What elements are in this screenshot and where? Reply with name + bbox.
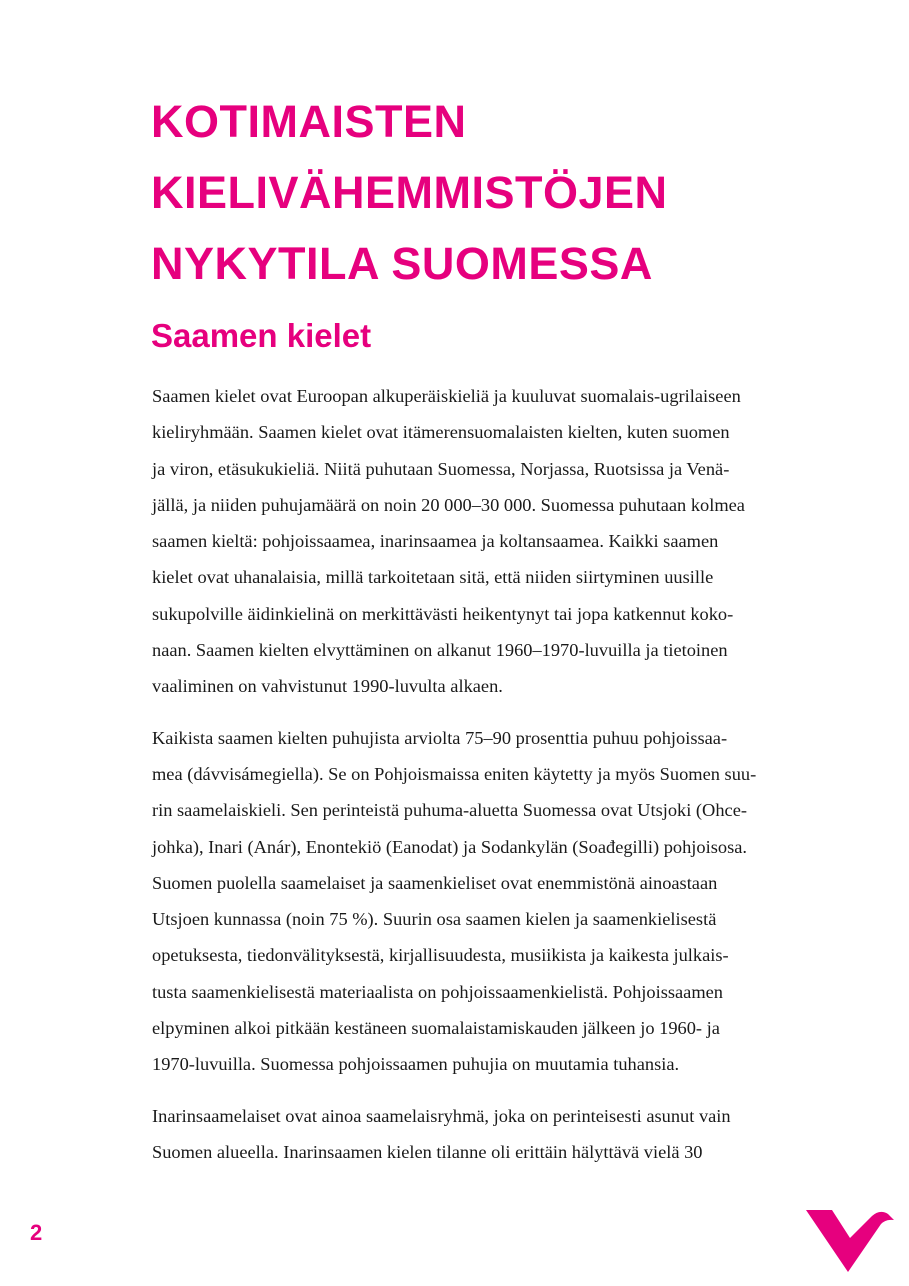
text-line: kieliryhmään. Saamen kielet ovat itämerensuomalaisten kielten, kuten suomen	[152, 422, 730, 443]
text-line: vaaliminen on vahvistunut 1990-luvulta alkaen.	[152, 676, 503, 697]
text-line: saamen kieltä: pohjoissaamea, inarinsaamea ja koltansaamea. Kaikki saamen	[152, 531, 719, 552]
text-line: ja viron, etäsukukieliä. Niitä puhutaan Suomessa, Norjassa, Ruotsissa ja Venä-	[152, 458, 730, 479]
text-line: mea (dávvisámegiella). Se on Pohjoismaissa eniten käytetty ja myös Suomen suu-	[152, 763, 757, 784]
page-title	[151, 86, 851, 299]
text-line: Kaikista saamen kielten puhujista arviolta 75–90 prosenttia puhuu pohjoissaa-	[152, 727, 728, 748]
text-line: jällä, ja niiden puhujamäärä on noin 20 000–30 000. Suomessa puhutaan kolmea	[152, 494, 745, 515]
v-chevron-logo-icon	[806, 1208, 894, 1274]
paragraph-3	[152, 1098, 832, 1171]
text-line: elpyminen alkoi pitkään kestäneen suomalaistamiskauden jälkeen jo 1960- ja	[152, 1018, 720, 1039]
text-line: rin saamelaiskieli. Sen perinteistä puhuma-aluetta Suomessa ovat Utsjoki (Ohce-	[152, 800, 747, 821]
text-line: Saamen kielet ovat Euroopan alkuperäiskieliä ja kuuluvat suomalais-ugrilaiseen	[152, 386, 741, 406]
page-number: 2	[30, 1220, 43, 1245]
text-line: johka), Inari (Anár), Enontekiö (Eanodat) ja Sodankylän (Soađegilli) pohjoisosa.	[152, 836, 747, 857]
text-line: tusta saamenkielisestä materiaalista on pohjoissaamenkielistä. Pohjoissaamen	[152, 981, 723, 1002]
paragraph-2	[152, 720, 832, 1083]
title-line: KOTIMAISTEN	[151, 96, 467, 147]
text-line: Suomen alueella. Inarinsaamen kielen tilanne oli erittäin hälyttävä vielä 30	[152, 1141, 703, 1162]
text-line: Suomen puolella saamelaiset ja saamenkieliset ovat enemmistönä ainoastaan	[152, 872, 718, 893]
text-line: naan. Saamen kielten elvyttäminen on alkanut 1960–1970-luvuilla ja tietoinen	[152, 640, 728, 661]
title-line: NYKYTILA SUOMESSA	[151, 238, 653, 289]
text-line: opetuksesta, tiedonvälityksestä, kirjallisuudesta, musiikista ja kaikesta julkais-	[152, 945, 729, 966]
text-line: kielet ovat uhanalaisia, millä tarkoitetaan sitä, että niiden siirtyminen uusille	[152, 567, 714, 588]
text-line: Utsjoen kunnassa (noin 75 %). Suurin osa saamen kielen ja saamenkielisestä	[152, 909, 717, 930]
text-line: 1970-luvuilla. Suomessa pohjoissaamen puhujia on muutamia tuhansia.	[152, 1054, 680, 1075]
title-line: KIELIVÄHEMMISTÖJEN	[151, 167, 668, 218]
text-line: Inarinsaamelaiset ovat ainoa saamelaisryhmä, joka on perinteisesti asunut vain	[152, 1105, 731, 1126]
paragraph-1	[152, 378, 832, 705]
section-title: Saamen kielet	[151, 317, 372, 354]
body-text	[152, 378, 832, 1185]
text-line: sukupolville äidinkielinä on merkittävästi heikentynyt tai jopa katkennut koko-	[152, 603, 734, 624]
